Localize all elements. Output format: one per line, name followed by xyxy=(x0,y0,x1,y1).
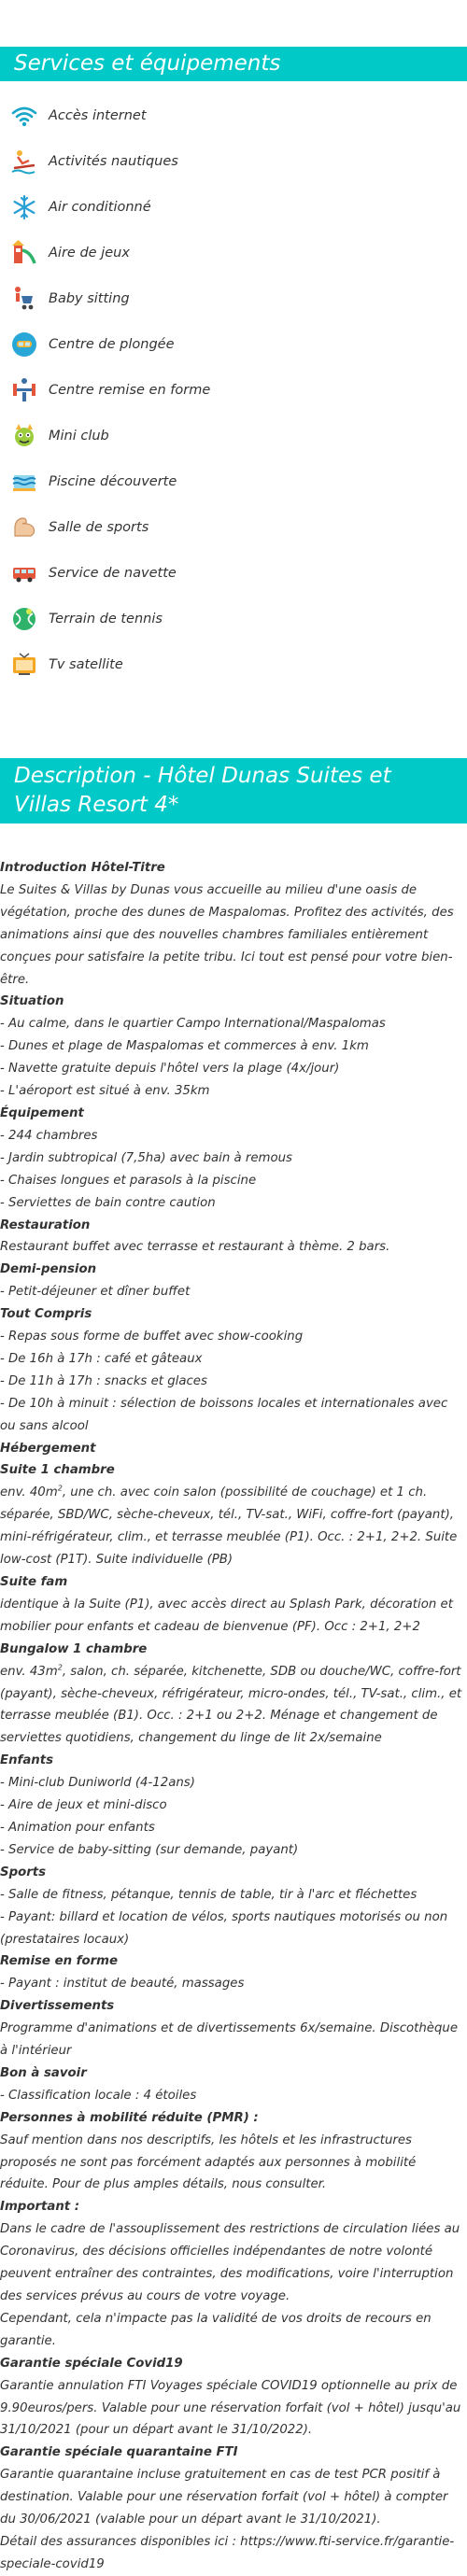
section-heading: Suite 1 chambre xyxy=(0,1463,115,1478)
mini-club-icon xyxy=(9,421,39,451)
description-line: - Au calme, dans le quartier Campo International/Maspalomas xyxy=(0,1017,386,1032)
service-item xyxy=(9,413,243,458)
description-line: Dans le cadre de l'assouplissement des restrictions de circulation liées au Coronavirus, des décisions officielles indépendantes de notre volonté peuvent entraîner des contraintes, des modifications, voire l'interruption des services prévus au cours de votre voyage. xyxy=(0,2222,460,2303)
service-label: Activités nautiques xyxy=(49,153,178,169)
service-item xyxy=(9,184,243,230)
section-heading: Restauration xyxy=(0,1218,91,1232)
description-line: Le Suites & Villas by Dunas vous accueille au milieu d'une oasis de végétation, proche des dunes de Maspalomas. Profitez des activités, des animations ainsi que des nouvelles chambres familiales entièrement conçues pour satisfaire la petite tribu. Ici tout est pensé pour votre bien-être. xyxy=(0,882,454,987)
service-item xyxy=(9,321,243,367)
description-line: Garantie annulation FTI Voyages spéciale COVID19 optionnelle au prix de 9.90euros/pers. Valable pour une réservation forfait (vol + hôtel) jusqu'au 31/10/2021 (pour un départ avant le 31/10/2022). xyxy=(0,2378,461,2438)
description-line: - Service de baby-sitting (sur demande, payant) xyxy=(0,1842,299,1857)
description-line: - Dunes et plage de Maspalomas et commerces à env. 1km xyxy=(0,1039,369,1054)
service-label: Centre de plongée xyxy=(49,336,175,352)
service-label: Mini club xyxy=(49,428,109,443)
service-label: Aire de jeux xyxy=(49,245,130,260)
tennis-icon xyxy=(9,604,39,634)
section-heading: Garantie spéciale quarantaine FTI xyxy=(0,2445,238,2460)
section-heading: Introduction Hôtel-Titre xyxy=(0,861,165,875)
muscle-icon xyxy=(9,513,39,542)
section-heading: Bon à savoir xyxy=(0,2065,87,2080)
description-line: Restaurant buffet avec terrasse et restaurant à thème. 2 bars. xyxy=(0,1240,390,1255)
service-label: Air conditionné xyxy=(49,199,151,215)
service-label: Baby sitting xyxy=(49,290,130,306)
description-text: env. 43m xyxy=(0,1664,58,1679)
service-label: Service de navette xyxy=(49,565,177,581)
description-text: env. 40m xyxy=(0,1485,58,1500)
service-label: Accès internet xyxy=(49,107,147,123)
description-text: , salon, ch. séparée, kitchenette, SDB ou douche/WC, coffre-fort (payant), sèche-cheveux, réfrigérateur, micro-ondes, tél., TV-sat., clim., et terrasse meublée (B1). Occ. : 2+1 ou 2+2. Ménage et changement de serviettes quotidiens, changement du linge de lit 2x/semaine xyxy=(0,1664,462,1746)
section-heading: Demi-pension xyxy=(0,1262,97,1277)
description-line: Détail des assurances disponibles ici : https://www.fti-service.fr/garantie-speciale-covid19 xyxy=(0,2534,455,2571)
section-heading: Garantie spéciale Covid19 xyxy=(0,2356,183,2371)
section-heading: Enfants xyxy=(0,1753,54,1768)
description-line: - Mini-club Duniworld (4-12ans) xyxy=(0,1776,195,1791)
description-text: , une ch. avec coin salon (possibilité de couchage) et 1 ch. séparée, SBD/WC, sèche-cheveux, tél., TV-sat., WiFi, coffre-fort (payant), mini-réfrigérateur, clim., et terrasse meublée (P1). Occ. : 2+1, 2+2. Suite low-cost (P1T). Suite individuelle (PB) xyxy=(0,1485,458,1568)
section-heading: Remise en forme xyxy=(0,1954,119,1969)
description-line: - Animation pour enfants xyxy=(0,1820,155,1835)
description-line: - Jardin subtropical (7,5ha) avec bain à remous xyxy=(0,1150,292,1165)
description-line: - L'aéroport est situé à env. 35km xyxy=(0,1084,210,1099)
description-line: - Petit-déjeuner et dîner buffet xyxy=(0,1285,191,1300)
service-item xyxy=(9,641,243,687)
superscript: 2 xyxy=(57,1663,63,1672)
section-heading: Important : xyxy=(0,2200,80,2215)
service-label: Terrain de tennis xyxy=(49,611,163,626)
description-line: - Classification locale : 4 étoiles xyxy=(0,2088,197,2103)
section-heading: Équipement xyxy=(0,1105,84,1120)
service-label: Tv satellite xyxy=(49,656,123,672)
description-line: Programme d'animations et de divertissements 6x/semaine. Discothèque à l'intérieur xyxy=(0,2021,459,2059)
section-heading: Situation xyxy=(0,994,64,1009)
description-line: - De 10h à minuit : sélection de boissons locales et internationales avec ou sans alcool xyxy=(0,1396,448,1433)
diving-icon xyxy=(9,330,39,359)
description-title: Description - Hôtel Dunas Suites et Villas Resort 4* xyxy=(0,758,467,823)
superscript: 2 xyxy=(57,1484,63,1493)
description-line: Cependant, cela n'impacte pas la validité de vos droits de recours en garantie. xyxy=(0,2311,432,2348)
description-line: - 244 chambres xyxy=(0,1128,98,1143)
section-heading: Sports xyxy=(0,1865,47,1879)
service-item xyxy=(9,596,243,641)
section-heading: Bungalow 1 chambre xyxy=(0,1641,148,1656)
description-line: - Serviettes de bain contre caution xyxy=(0,1195,216,1210)
description-line: - Aire de jeux et mini-disco xyxy=(0,1798,167,1813)
pool-icon xyxy=(9,467,39,497)
description-line xyxy=(0,1661,467,1751)
section-heading: Personnes à mobilité réduite (PMR) : xyxy=(0,2110,259,2125)
tv-icon xyxy=(9,650,39,680)
service-item xyxy=(9,367,243,413)
service-label: Piscine découverte xyxy=(49,473,177,489)
wifi-icon xyxy=(9,101,39,131)
description-line: - De 11h à 17h : snacks et glaces xyxy=(0,1373,207,1388)
snowflake-icon xyxy=(9,192,39,222)
service-item xyxy=(9,138,243,184)
service-label: Salle de sports xyxy=(49,519,149,535)
description-line: - Chaises longues et parasols à la piscine xyxy=(0,1173,257,1188)
water-sports-icon xyxy=(9,147,39,176)
description-body xyxy=(0,823,467,2576)
service-label: Centre remise en forme xyxy=(49,382,211,398)
section-heading: Divertissements xyxy=(0,1999,115,2014)
service-item xyxy=(9,504,243,550)
playground-icon xyxy=(9,238,39,268)
description-line: - Payant: billard et location de vélos, sports nautiques motorisés ou non (prestataires locaux) xyxy=(0,1909,448,1947)
service-item xyxy=(9,458,243,504)
services-title: Services et équipements xyxy=(0,47,467,81)
description-line: - De 16h à 17h : café et gâteaux xyxy=(0,1351,203,1366)
description-line xyxy=(0,1482,467,1571)
description-line: Garantie quarantaine incluse gratuitement en cas de test PCR positif à destination. Valable pour une réservation forfait (vol + hôtel) à compter du 30/06/2021 (valable pour un départ avant le 31/10/2021). xyxy=(0,2468,448,2527)
description-line: - Repas sous forme de buffet avec show-cooking xyxy=(0,1330,304,1344)
description-line: - Navette gratuite depuis l'hôtel vers la plage (4x/jour) xyxy=(0,1062,340,1077)
service-item xyxy=(9,550,243,596)
fitness-icon xyxy=(9,375,39,405)
description-line: - Payant : institut de beauté, massages xyxy=(0,1977,245,1992)
section-heading: Tout Compris xyxy=(0,1307,92,1322)
section-heading: Hébergement xyxy=(0,1441,96,1456)
services-grid xyxy=(0,81,467,687)
stroller-icon xyxy=(9,284,39,314)
description-line: Sauf mention dans nos descriptifs, les hôtels et les infrastructures proposés ne sont pas forcément adaptés aux personnes à mobilité réduite. Pour de plus amples détails, nous consulter. xyxy=(0,2133,417,2192)
description-line: - Salle de fitness, pétanque, tennis de table, tir à l'arc et fléchettes xyxy=(0,1887,417,1902)
service-item xyxy=(9,92,243,138)
description-line: identique à la Suite (P1), avec accès direct au Splash Park, décoration et mobilier pour enfants et cadeau de bienvenue (PF). Occ : 2+1, 2+2 xyxy=(0,1597,453,1634)
section-heading: Suite fam xyxy=(0,1575,68,1589)
service-item xyxy=(9,275,243,321)
shuttle-bus-icon xyxy=(9,558,39,588)
service-item xyxy=(9,230,243,275)
